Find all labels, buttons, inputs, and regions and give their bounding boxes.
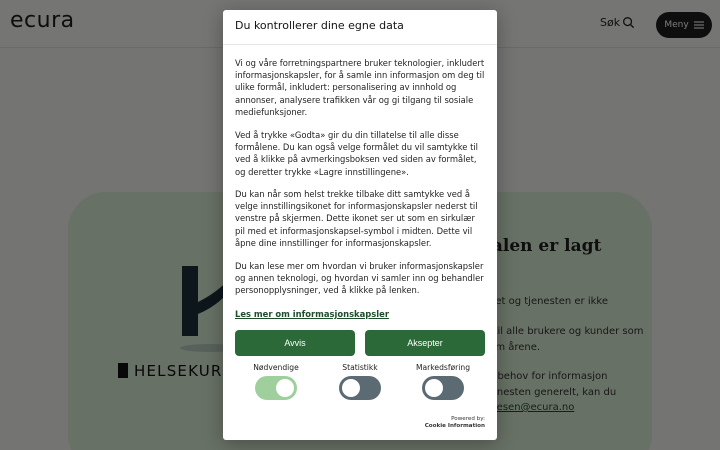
toggle-statistics <box>325 363 395 400</box>
accept-button[interactable]: Aksepter <box>365 330 485 356</box>
toggle-marketing <box>408 363 478 400</box>
switch-knob <box>342 379 360 397</box>
toggle-label: Markedsføring <box>415 363 471 372</box>
powered-by-label: Powered by: <box>451 416 485 422</box>
consent-paragraph: Du kan når som helst trekke tilbake ditt samtykke ved å velge innstillingsikonet for informasjonskapsler nederst til venstre på skjermen. Dette ikonet ser ut som en sirkulær pil med et informasjonskapsel-symbol i midten. Dette vil åpne dine innstillinger for informasjonskapsler. <box>235 189 478 248</box>
read-more-link[interactable]: Les mer om informasjonskapsler <box>235 309 389 319</box>
dialog-divider <box>223 44 497 45</box>
cookie-information-logo[interactable]: Cookie Information <box>424 423 485 429</box>
toggle-label: Statistikk <box>342 363 378 372</box>
dialog-title: Du kontrollerer dine egne data <box>235 19 404 32</box>
toggle-label: Nødvendige <box>253 363 299 372</box>
switch-knob <box>425 379 443 397</box>
consent-paragraph: Ved å trykke «Godta» gir du din tillatelse til alle disse formålene. Du kan også velge formålet du vil samtykke til ved å klikke på avmerkingsboksen ved siden av formålet, og deretter trykke «Lagre innstillingene». <box>235 130 479 177</box>
cookie-consent-dialog <box>223 10 497 440</box>
necessary-switch[interactable] <box>255 376 297 400</box>
statistics-switch[interactable] <box>339 376 381 400</box>
powered-by <box>425 416 485 430</box>
consent-paragraph: Vi og våre forretningspartnere bruker teknologier, inkludert informasjonskapsler, for å samle inn informasjon om deg til ulike formål, inkludert: personalisering av innhold og annonser, analysere trafikken vår og gi tilgang til sosiale mediefunksjoner. <box>235 58 485 117</box>
marketing-switch[interactable] <box>422 376 464 400</box>
consent-paragraph: Du kan lese mer om hvordan vi bruker informasjonskapsler og annen teknologi, og hvordan vi samler inn og behandler personopplysninger, ved å klikke på lenken. <box>235 261 484 296</box>
reject-button[interactable]: Avvis <box>235 330 355 356</box>
switch-knob <box>276 379 294 397</box>
toggle-necessary <box>241 363 311 400</box>
